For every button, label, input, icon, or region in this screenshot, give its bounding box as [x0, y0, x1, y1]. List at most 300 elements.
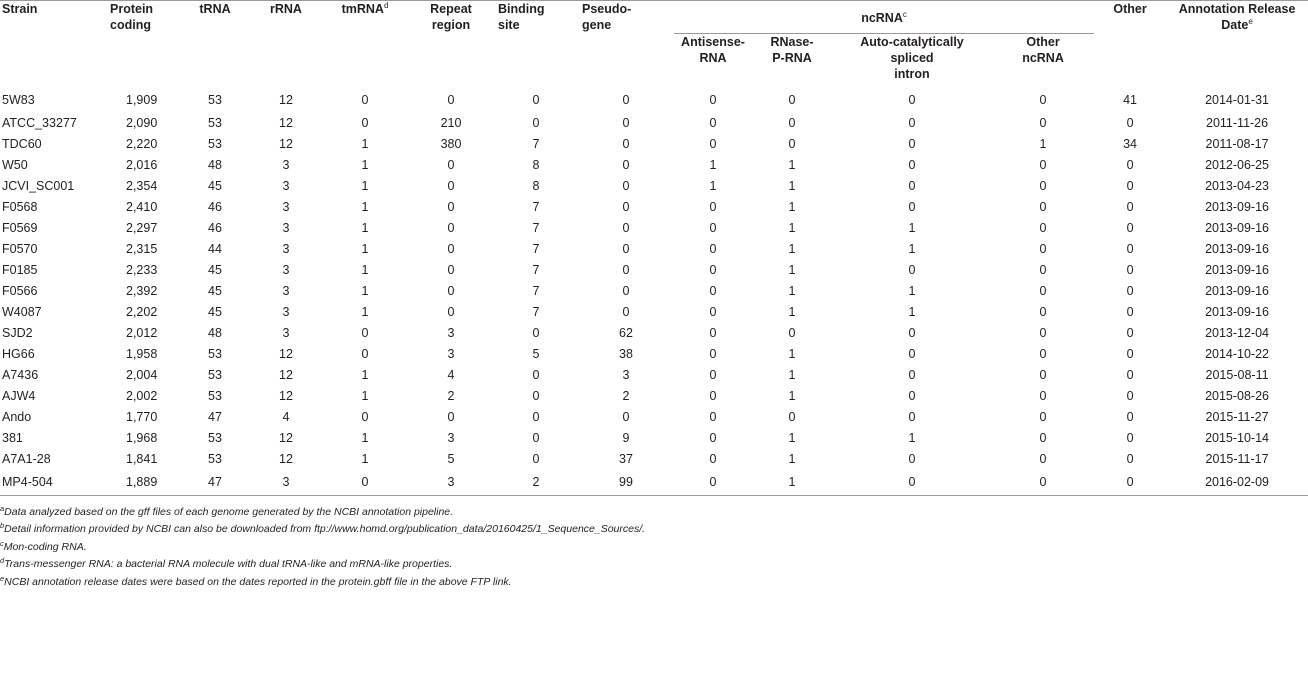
rrna-cell: 3 [282, 305, 290, 319]
col-header-antisense-rna: Antisense- RNA [674, 34, 752, 83]
protein-coding-cell: 2,090 [126, 116, 158, 130]
auto-catalytic-intron-cell: 0 [908, 389, 916, 403]
other-ncrna-cell: 0 [1039, 179, 1047, 193]
pseudogene-cell: 0 [622, 200, 630, 214]
other-ncrna-cell: 1 [1039, 137, 1047, 151]
rrna-cell: 3 [282, 242, 290, 256]
strain-cell: AJW4 [2, 389, 36, 403]
pseudogene-cell: 99 [578, 470, 674, 496]
antisense-rna-cell: 0 [709, 200, 717, 214]
repeat-region-cell: 0 [447, 263, 455, 277]
repeat-region-cell: 0 [447, 410, 455, 424]
table-row [0, 470, 1308, 496]
binding-site-cell: 5 [532, 347, 540, 361]
release-date-cell: 2011-11-26 [1206, 116, 1269, 130]
antisense-rna-cell: 0 [709, 284, 717, 298]
repeat-region-cell: 3 [447, 347, 455, 361]
protein-coding-cell: 2,004 [126, 368, 158, 382]
trna-cell: 53 [208, 92, 222, 107]
auto-catalytic-intron-cell: 0 [908, 452, 916, 466]
rnase-p-rna-cell: 1 [788, 305, 796, 319]
pseudogene-cell: 38 [619, 347, 633, 361]
rnase-p-rna-cell: 1 [788, 242, 796, 256]
antisense-rna-cell: 0 [709, 305, 717, 319]
pseudogene-cell: 62 [619, 326, 633, 340]
table-row [0, 82, 1308, 113]
protein-coding-cell: 2,220 [126, 137, 158, 151]
tmrna-cell: 1 [361, 368, 369, 382]
binding-site-cell: 0 [532, 389, 540, 403]
col-header-ncrna-group: ncRNA$^c$ [674, 1, 1094, 34]
rnase-p-rna-cell: 1 [788, 452, 796, 466]
release-date-cell: 2015-08-11 [1205, 368, 1269, 382]
release-date-cell: 2014-10-22 [1205, 347, 1270, 361]
release-date-cell: 2013-09-16 [1205, 305, 1270, 319]
protein-coding-cell: 1,841 [126, 452, 158, 466]
protein-coding-cell: 2,202 [126, 305, 158, 319]
auto-catalytic-intron-cell: 0 [908, 368, 916, 382]
tmrna-cell: 1 [361, 221, 369, 235]
strain-cell: 381 [2, 431, 23, 445]
other-cell: 0 [1126, 305, 1134, 319]
trna-cell: 44 [208, 242, 222, 256]
pseudogene-cell: 0 [622, 179, 630, 193]
rrna-cell: 3 [282, 326, 290, 340]
release-date-cell: 2012-06-25 [1205, 158, 1270, 172]
col-header-rrna: rRNA [250, 1, 322, 83]
other-cell: 0 [1126, 263, 1134, 277]
protein-coding-cell: 2,297 [126, 221, 158, 235]
repeat-region-cell: 0 [447, 305, 455, 319]
repeat-region-cell: 3 [408, 470, 494, 496]
rrna-cell: 12 [279, 92, 293, 107]
trna-cell: 53 [208, 347, 222, 361]
rrna-cell: 3 [282, 179, 290, 193]
rrna-cell: 4 [282, 410, 290, 424]
col-header-other-ncrna: Other ncRNA [992, 34, 1094, 83]
tmrna-cell: 1 [361, 431, 369, 445]
tmrna-cell: 0 [322, 470, 408, 496]
release-date-cell: 2013-09-16 [1205, 242, 1270, 256]
antisense-rna-cell: 0 [709, 326, 717, 340]
auto-catalytic-intron-cell: 0 [908, 158, 916, 172]
col-header-auto-catalytic-intron: Auto-catalytically spliced intron [832, 34, 992, 83]
pseudogene-cell: 0 [622, 92, 630, 107]
strain-cell: F0185 [2, 263, 38, 277]
rnase-p-rna-cell: 0 [788, 116, 796, 130]
footnote [0, 574, 1308, 591]
footnote [0, 521, 1308, 538]
binding-site-cell: 7 [532, 137, 540, 151]
pseudogene-cell: 3 [622, 368, 630, 382]
other-cell: 0 [1126, 179, 1134, 193]
pseudogene-cell: 2 [622, 389, 630, 403]
auto-catalytic-intron-cell: 0 [908, 200, 916, 214]
repeat-region-cell: 0 [447, 242, 455, 256]
binding-site-cell: 7 [532, 242, 540, 256]
pseudogene-cell: 0 [622, 242, 630, 256]
auto-catalytic-intron-cell: 1 [908, 242, 916, 256]
tmrna-cell: 0 [361, 92, 369, 107]
other-cell: 34 [1123, 137, 1137, 151]
table-row [0, 365, 1308, 386]
rrna-cell: 3 [282, 158, 290, 172]
col-header-rnase-p-rna: RNase- P-RNA [752, 34, 832, 83]
table-footnotes [0, 496, 1308, 591]
rrna-cell: 3 [282, 200, 290, 214]
binding-site-cell: 0 [532, 410, 540, 424]
table-row [0, 323, 1308, 344]
tmrna-cell: 1 [361, 452, 369, 466]
other-cell: 0 [1126, 410, 1134, 424]
binding-site-cell: 0 [532, 92, 540, 107]
table-row [0, 386, 1308, 407]
other-cell: 0 [1126, 347, 1134, 361]
trna-cell: 53 [208, 452, 222, 466]
trna-cell: 47 [180, 470, 250, 496]
antisense-rna-cell: 0 [674, 470, 752, 496]
release-date-cell: 2013-09-16 [1205, 221, 1270, 235]
other-ncrna-cell: 0 [1039, 452, 1047, 466]
auto-catalytic-intron-cell: 0 [908, 410, 916, 424]
release-date-cell: 2013-04-23 [1205, 179, 1270, 193]
strain-cell: ATCC_33277 [2, 116, 77, 130]
antisense-rna-cell: 0 [709, 263, 717, 277]
strain-cell: A7A1-28 [2, 452, 51, 466]
footnote-mark: b [0, 521, 5, 531]
protein-coding-cell: 1,889 [110, 470, 180, 496]
tmrna-cell: 1 [361, 158, 369, 172]
col-header-repeat-region: Repeat region [408, 1, 494, 83]
trna-cell: 45 [208, 305, 222, 319]
rrna-cell: 12 [279, 431, 293, 445]
strain-cell: SJD2 [2, 326, 33, 340]
other-cell: 41 [1123, 92, 1137, 107]
binding-site-cell: 0 [532, 431, 540, 445]
repeat-region-cell: 5 [447, 452, 455, 466]
antisense-rna-cell: 0 [709, 137, 717, 151]
strain-cell: F0568 [2, 200, 38, 214]
other-ncrna-cell: 0 [1039, 92, 1047, 107]
binding-site-cell: 0 [532, 452, 540, 466]
pseudogene-cell: 0 [622, 410, 630, 424]
tmrna-cell: 1 [361, 263, 369, 277]
other-cell: 0 [1126, 431, 1134, 445]
other-cell: 0 [1126, 368, 1134, 382]
protein-coding-cell: 1,770 [126, 410, 158, 424]
protein-coding-cell: 2,392 [126, 284, 158, 298]
trna-cell: 53 [208, 368, 222, 382]
other-cell: 0 [1126, 326, 1134, 340]
rnase-p-rna-cell: 1 [788, 179, 796, 193]
strain-cell: W50 [2, 158, 28, 172]
rnase-p-rna-cell: 1 [788, 368, 796, 382]
binding-site-cell: 7 [532, 221, 540, 235]
protein-coding-cell: 2,233 [126, 263, 158, 277]
antisense-rna-cell: 0 [709, 452, 717, 466]
footnote-text: Trans-messenger RNA: a bacterial RNA molecule with dual tRNA-like and mRNA-like properties. [4, 558, 453, 571]
other-cell: 0 [1126, 452, 1134, 466]
binding-site-cell: 0 [532, 326, 540, 340]
footnote-text: Data analyzed based on the gff files of each genome generated by the NCBI annotation pipeline. [4, 506, 454, 518]
tmrna-cell: 0 [361, 410, 369, 424]
pseudogene-cell: 0 [622, 263, 630, 277]
rnase-p-rna-cell: 1 [788, 263, 796, 277]
tmrna-cell: 1 [361, 305, 369, 319]
other-ncrna-cell: 0 [1039, 242, 1047, 256]
antisense-rna-cell: 1 [709, 158, 717, 172]
repeat-region-cell: 0 [447, 221, 455, 235]
pseudogene-cell: 0 [622, 137, 630, 151]
release-date-cell: 2013-09-16 [1205, 200, 1270, 214]
footnote-text: NCBI annotation release dates were based on the dates reported in the protein.gbff file in the above FTP link. [4, 575, 512, 588]
binding-site-cell: 7 [532, 305, 540, 319]
protein-coding-cell: 1,909 [126, 92, 158, 107]
binding-site-cell: 0 [532, 116, 540, 130]
trna-cell: 53 [208, 431, 222, 445]
pseudogene-cell: 0 [622, 116, 630, 130]
auto-catalytic-intron-cell: 0 [908, 347, 916, 361]
strain-cell: W4087 [2, 305, 42, 319]
rnase-p-rna-cell: 0 [788, 137, 796, 151]
table-row [0, 344, 1308, 365]
antisense-rna-cell: 0 [709, 242, 717, 256]
auto-catalytic-intron-cell: 0 [908, 137, 916, 151]
pseudogene-cell: 37 [619, 452, 633, 466]
col-header-binding-site: Binding site [494, 1, 578, 83]
other-cell: 0 [1126, 221, 1134, 235]
pseudogene-cell: 0 [622, 158, 630, 172]
auto-catalytic-intron-cell: 0 [908, 92, 916, 107]
release-date-cell: 2013-09-16 [1205, 284, 1270, 298]
release-date-cell: 2013-12-04 [1205, 326, 1270, 340]
footnote-mark: a [0, 504, 5, 513]
table-row [0, 260, 1308, 281]
rrna-cell: 12 [279, 347, 293, 361]
protein-coding-cell: 1,968 [126, 431, 158, 445]
rnase-p-rna-cell: 1 [788, 158, 796, 172]
rrna-cell: 12 [279, 137, 293, 151]
tmrna-cell: 1 [361, 284, 369, 298]
other-ncrna-cell: 0 [1039, 431, 1047, 445]
rnase-p-rna-cell: 1 [788, 221, 796, 235]
table-row [0, 155, 1308, 176]
protein-coding-cell: 1,958 [126, 347, 158, 361]
table-row [0, 113, 1308, 134]
binding-site-cell: 0 [532, 368, 540, 382]
tmrna-cell: 1 [361, 137, 369, 151]
release-date-cell: 2011-08-17 [1205, 137, 1269, 151]
repeat-region-cell: 210 [440, 116, 462, 130]
binding-site-cell: 8 [532, 179, 540, 193]
tmrna-cell: 0 [361, 116, 369, 130]
pseudogene-cell: 9 [622, 431, 630, 445]
auto-catalytic-intron-cell: 1 [908, 431, 916, 445]
auto-catalytic-intron-cell: 0 [832, 470, 992, 496]
rrna-cell: 12 [279, 452, 293, 466]
rnase-p-rna-cell: 1 [788, 347, 796, 361]
tmrna-cell: 0 [361, 347, 369, 361]
other-ncrna-cell: 0 [1039, 347, 1047, 361]
table-body [0, 82, 1308, 496]
pseudogene-cell: 0 [622, 305, 630, 319]
strain-cell: MP4-504 [0, 470, 110, 496]
trna-cell: 46 [208, 221, 222, 235]
rnase-p-rna-cell: 1 [752, 470, 832, 496]
other-cell: 0 [1094, 470, 1166, 496]
repeat-region-cell: 4 [447, 368, 455, 382]
trna-cell: 48 [208, 326, 222, 340]
other-ncrna-cell: 0 [1039, 221, 1047, 235]
release-date-cell: 2015-10-14 [1205, 431, 1270, 445]
release-date-cell: 2015-11-27 [1205, 410, 1269, 424]
tmrna-cell: 1 [361, 179, 369, 193]
rrna-cell: 12 [279, 368, 293, 382]
footnote-mark-c: c [902, 10, 907, 19]
trna-cell: 48 [208, 158, 222, 172]
table-row [0, 239, 1308, 260]
rrna-cell: 3 [282, 221, 290, 235]
rnase-p-rna-cell: 0 [788, 92, 796, 107]
trna-cell: 53 [208, 137, 222, 151]
binding-site-cell: 7 [532, 263, 540, 277]
antisense-rna-cell: 0 [709, 347, 717, 361]
release-date-cell: 2015-08-26 [1205, 389, 1270, 403]
other-ncrna-cell: 0 [1039, 305, 1047, 319]
antisense-rna-cell: 0 [709, 368, 717, 382]
col-header-other: Other [1094, 1, 1166, 83]
protein-coding-cell: 2,002 [126, 389, 158, 403]
table-row [0, 407, 1308, 428]
other-ncrna-cell: 0 [1039, 158, 1047, 172]
other-cell: 0 [1126, 242, 1134, 256]
other-cell: 0 [1126, 200, 1134, 214]
table-row [0, 428, 1308, 449]
binding-site-cell: 8 [532, 158, 540, 172]
footnote [0, 539, 1308, 556]
other-ncrna-cell: 0 [1039, 410, 1047, 424]
trna-cell: 47 [208, 410, 222, 424]
protein-coding-cell: 2,354 [126, 179, 158, 193]
antisense-rna-cell: 1 [709, 179, 717, 193]
release-date-cell: 2016-02-09 [1166, 470, 1308, 496]
rnase-p-rna-cell: 1 [788, 431, 796, 445]
rnase-p-rna-cell: 0 [788, 410, 796, 424]
footnote-mark: e [0, 573, 5, 583]
trna-cell: 45 [208, 284, 222, 298]
repeat-region-cell: 0 [447, 284, 455, 298]
antisense-rna-cell: 0 [709, 431, 717, 445]
other-ncrna-cell: 0 [1039, 200, 1047, 214]
auto-catalytic-intron-cell: 1 [908, 305, 916, 319]
auto-catalytic-intron-cell: 0 [908, 179, 916, 193]
rnase-p-rna-cell: 1 [788, 389, 796, 403]
table-row [0, 134, 1308, 155]
strain-cell: JCVI_SC001 [2, 179, 75, 193]
rrna-cell: 3 [250, 470, 322, 496]
rnase-p-rna-cell: 1 [788, 284, 796, 298]
other-ncrna-cell: 0 [992, 470, 1094, 496]
binding-site-cell: 7 [532, 284, 540, 298]
rnase-p-rna-cell: 1 [788, 200, 796, 214]
tmrna-cell: 1 [361, 200, 369, 214]
col-header-trna: tRNA [180, 1, 250, 83]
pseudogene-cell: 0 [622, 284, 630, 298]
strain-cell: HG66 [2, 347, 35, 361]
protein-coding-cell: 2,410 [126, 200, 158, 214]
protein-coding-cell: 2,012 [126, 326, 158, 340]
antisense-rna-cell: 0 [709, 116, 717, 130]
binding-site-cell: 2 [494, 470, 578, 496]
other-ncrna-cell: 0 [1039, 326, 1047, 340]
rnase-p-rna-cell: 0 [788, 326, 796, 340]
rrna-cell: 12 [279, 389, 293, 403]
strain-cell: A7436 [2, 368, 39, 382]
footnote-text: Detail information provided by NCBI can also be downloaded from ftp://www.homd.org/publication_data/20160425/1_Sequence_Sources/. [4, 523, 646, 536]
other-ncrna-cell: 0 [1039, 116, 1047, 130]
table-row [0, 302, 1308, 323]
footnote-text: Mon-coding RNA. [3, 540, 87, 553]
strain-cell: Ando [2, 410, 32, 424]
repeat-region-cell: 0 [447, 158, 455, 172]
other-cell: 0 [1126, 116, 1134, 130]
other-cell: 0 [1126, 389, 1134, 403]
trna-cell: 53 [208, 389, 222, 403]
table-row [0, 281, 1308, 302]
antisense-rna-cell: 0 [709, 389, 717, 403]
release-date-cell: 2015-11-17 [1205, 452, 1269, 466]
tmrna-cell: 1 [361, 389, 369, 403]
col-header-strain: Strain [0, 1, 110, 83]
footnote [0, 504, 1308, 521]
antisense-rna-cell: 0 [709, 221, 717, 235]
strain-cell: F0569 [2, 221, 38, 235]
protein-coding-cell: 2,016 [126, 158, 158, 172]
pseudogene-cell: 0 [622, 221, 630, 235]
repeat-region-cell: 3 [447, 431, 455, 445]
footnote-mark: d [0, 556, 5, 566]
strain-cell: 5W83 [2, 92, 35, 107]
tmrna-cell: 0 [361, 326, 369, 340]
rrna-cell: 12 [279, 116, 293, 130]
trna-cell: 46 [208, 200, 222, 214]
trna-cell: 45 [208, 179, 222, 193]
footnote-mark: c [0, 538, 4, 548]
repeat-region-cell: 380 [440, 137, 462, 151]
table-header [0, 1, 1308, 83]
other-cell: 0 [1126, 158, 1134, 172]
other-ncrna-cell: 0 [1039, 263, 1047, 277]
tmrna-cell: 1 [361, 242, 369, 256]
col-header-pseudogene: Pseudo- gene [578, 1, 674, 83]
release-date-cell: 2014-01-31 [1205, 92, 1270, 107]
col-header-tmrna: tmRNA$^d$ [322, 1, 408, 83]
footnote [0, 556, 1308, 573]
rrna-cell: 3 [282, 284, 290, 298]
table-row [0, 197, 1308, 218]
trna-cell: 45 [208, 263, 222, 277]
other-ncrna-cell: 0 [1039, 389, 1047, 403]
trna-cell: 53 [208, 116, 222, 130]
col-header-protein-coding: Protein coding [110, 1, 180, 83]
footnote-mark-e: e [1248, 17, 1253, 26]
strain-cell: TDC60 [2, 137, 42, 151]
rrna-cell: 3 [282, 263, 290, 277]
other-ncrna-cell: 0 [1039, 284, 1047, 298]
table-row [0, 449, 1308, 470]
auto-catalytic-intron-cell: 0 [908, 326, 916, 340]
antisense-rna-cell: 0 [709, 92, 717, 107]
